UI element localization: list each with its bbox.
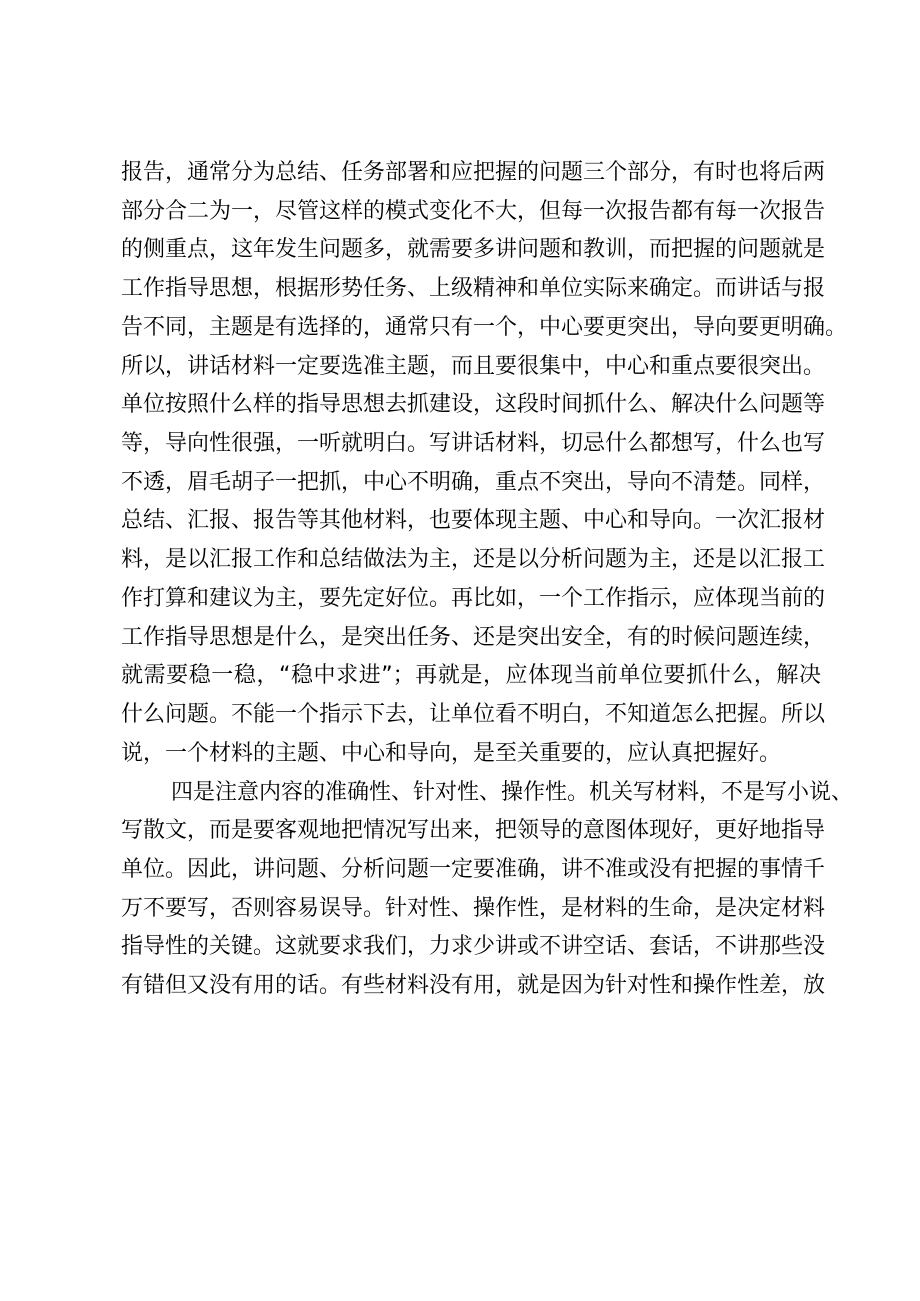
paragraph-1-line-7: 单位按照什么样的指导思想去抓建设，这段时间抓什么、解决什么问题等 [121,392,826,418]
paragraph-2-line-6: 有错但又没有用的话。有些材料没有用，就是因为针对性和操作性差，放 [121,973,826,999]
paragraph-1-line-12: 作打算和建议为主，要先定好位。再比如，一个工作指示，应体现当前的 [121,585,826,611]
paragraph-1-line-3: 的侧重点，这年发生问题多，就需要多讲问题和教训，而把握的问题就是 [121,237,826,263]
paragraph-1-line-11: 料，是以汇报工作和总结做法为主，还是以分析问题为主，还是以汇报工 [121,547,826,573]
paragraph-2-line-1: 四是注意内容的准确性、针对性、操作性。机关写材料，不是写小说、 [171,779,854,805]
paragraph-2-line-2: 写散文，而是要客观地把情况写出来，把领导的意图体现好，更好地指导 [121,818,826,844]
paragraph-1-line-10: 总结、汇报、报告等其他材料，也要体现主题、中心和导向。一次汇报材 [121,508,826,534]
paragraph-2-line-3: 单位。因此，讲问题、分析问题一定要准确，讲不准或没有把握的事情千 [121,856,826,882]
body-text [121,154,854,1006]
paragraph-2-line-4: 万不要写，否则容易误导。针对性、操作性，是材料的生命，是决定材料 [121,895,826,921]
paragraph-1-line-16: 说，一个材料的主题、中心和导向，是至关重要的，应认真把握好。 [121,740,782,766]
paragraph-1-line-2: 部分合二为一，尽管这样的模式变化不大，但每一次报告都有每一次报告 [121,198,826,224]
paragraph-1-line-4: 工作指导思想，根据形势任务、上级精神和单位实际来确定。而讲话与报 [121,276,826,302]
paragraph-2-line-5: 指导性的关键。这就要求我们，力求少讲或不讲空话、套话，不讲那些没 [121,934,826,960]
paragraph-1-line-14: 就需要稳一稳，“稳中求进”；再就是，应体现当前单位要抓什么，解决 [121,663,821,689]
paragraph-1-line-5: 告不同，主题是有选择的，通常只有一个，中心要更突出，导向要更明确。 [121,314,848,340]
paragraph-1-line-9: 不透，眉毛胡子一把抓，中心不明确，重点不突出，导向不清楚。同样， [121,469,826,495]
paragraph-1-line-13: 工作指导思想是什么，是突出任务、还是突出安全，有的时候问题连续， [121,624,826,650]
paragraph-1-line-15: 什么问题。不能一个指示下去，让单位看不明白，不知道怎么把握。所以 [121,702,826,728]
paragraph-1-line-1: 报告，通常分为总结、任务部署和应把握的问题三个部分，有时也将后两 [121,160,826,185]
paragraph-1-line-8: 等，导向性很强，一听就明白。写讲话材料，切忌什么都想写，什么也写 [121,431,826,457]
paragraph-1-line-6: 所以，讲话材料一定要选准主题，而且要很集中，中心和重点要很突出。 [121,353,826,379]
